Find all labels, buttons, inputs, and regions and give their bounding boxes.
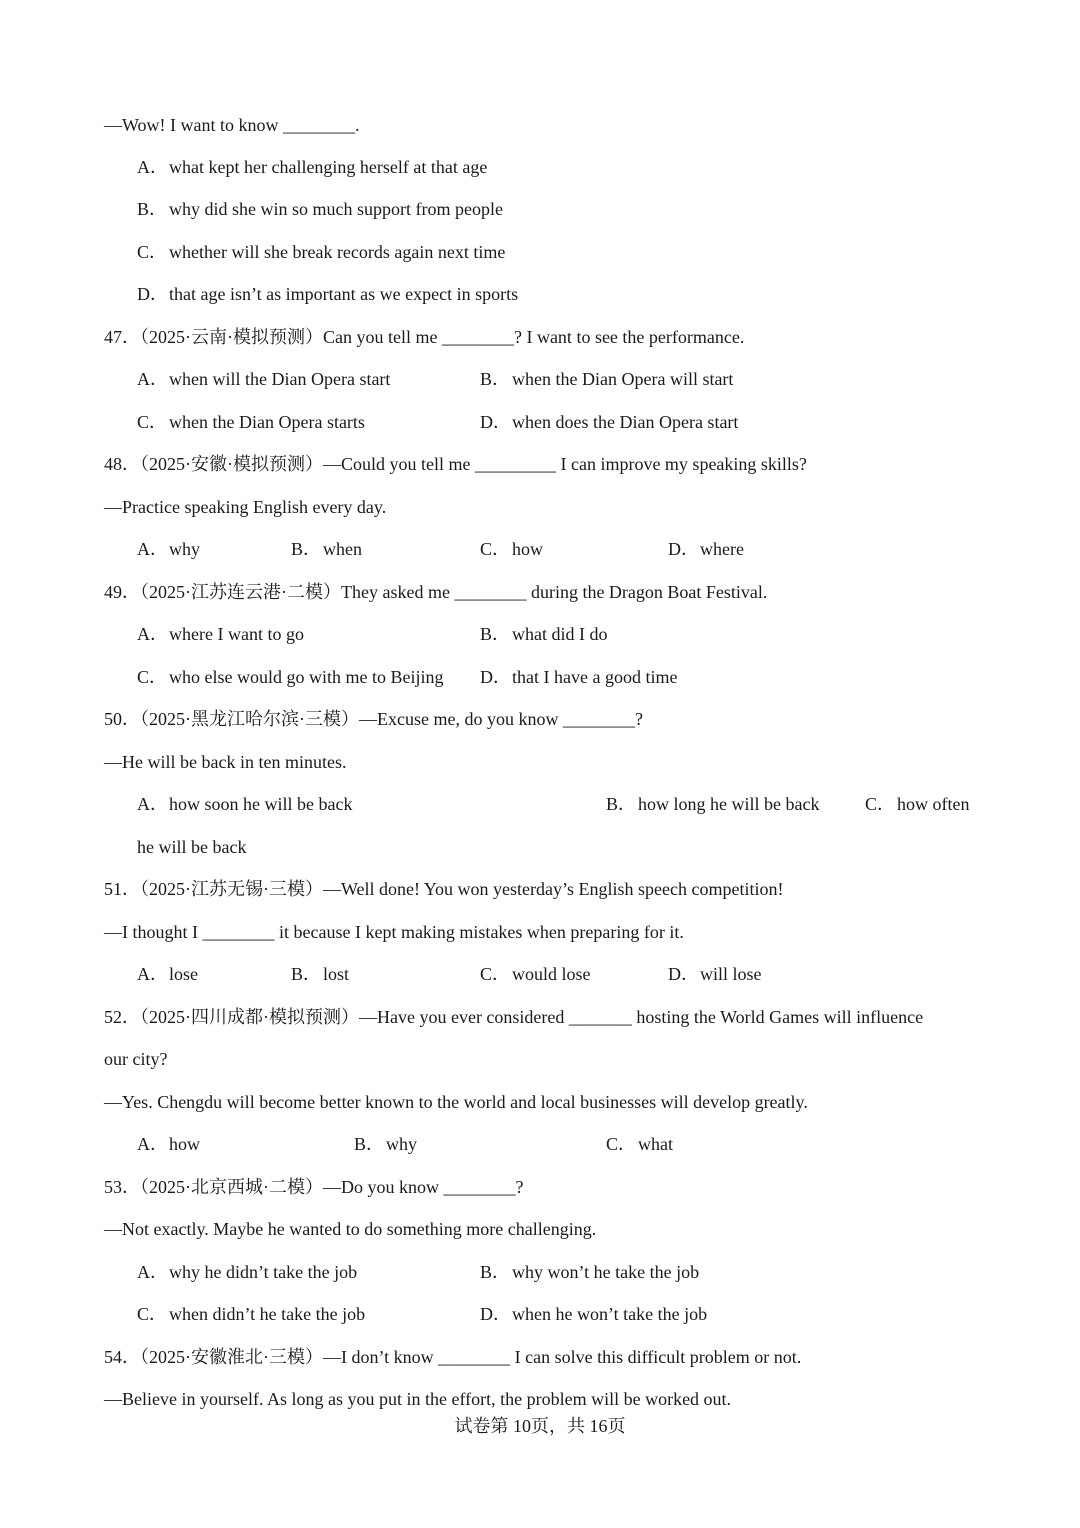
q47-option-d: D．when does the Dian Opera start: [480, 412, 739, 432]
q48-option-a: A．why: [137, 539, 200, 559]
q54-text: （2025·安徽淮北·三模）—I don’t know ________ I can solve this difficult problem or not.: [140, 1347, 802, 1367]
q47-option-c: C． when the Dian Opera starts: [137, 412, 365, 432]
q49-option-a: A．where I want to go: [137, 624, 304, 644]
q49-option-c: C． who else would go with me to Beijing: [137, 667, 444, 687]
q50-text: （2025·黑龙江哈尔滨·三模）—Excuse me, do you know ________?: [140, 709, 643, 729]
q49-option-d: D．that I have a good time: [480, 667, 678, 687]
q53-option-d: D．when he won’t take the job: [480, 1304, 708, 1324]
q51-option-d: D．will lose: [668, 964, 762, 984]
q54-question: [104, 1346, 801, 1368]
q46-option-c: C． whether will she break records again next time: [137, 242, 506, 262]
q53-number: 53．: [104, 1177, 140, 1197]
q48-option-c: C． how: [480, 539, 543, 559]
q47-number: 47．: [104, 327, 140, 347]
q51-option-b: B． lost: [291, 964, 350, 984]
q51-option-c: C． would lose: [480, 964, 591, 984]
q49-question: [104, 581, 767, 603]
q52-option-c: C． what: [606, 1134, 673, 1154]
q51-number: 51．: [104, 879, 140, 899]
page-footer: 试卷第 10页，共 16页: [454, 1416, 626, 1436]
q53-question: [104, 1176, 523, 1198]
q47-question: [104, 326, 744, 348]
q51-text: （2025·江苏无锡·三模）—Well done! You won yesterday’s English speech competition!: [140, 879, 784, 899]
q54-reply: —Believe in yourself. As long as you put in the effort, the problem will be worked out.: [104, 1389, 732, 1409]
q52-question: [104, 1006, 923, 1028]
q50-question: [104, 708, 643, 730]
q46-option-b: B． why did she win so much support from people: [137, 199, 503, 219]
q51-option-a: A．lose: [137, 964, 198, 984]
q48-number: 48．: [104, 454, 140, 474]
q47-option-a: A．when will the Dian Opera start: [137, 369, 391, 389]
q47-option-b: B． when the Dian Opera will start: [480, 369, 734, 389]
q52-option-b: B． why: [354, 1134, 417, 1154]
q48-reply: —Practice speaking English every day.: [104, 497, 387, 517]
q53-reply: —Not exactly. Maybe he wanted to do something more challenging.: [104, 1219, 597, 1239]
q52-number: 52．: [104, 1007, 140, 1027]
q48-text: （2025·安徽·模拟预测）—Could you tell me _________ I can improve my speaking skills?: [140, 454, 807, 474]
q50-option-a: A．how soon he will be back: [137, 794, 353, 814]
q50-number: 50．: [104, 709, 140, 729]
q49-text: （2025·江苏连云港·二模）They asked me ________ during the Dragon Boat Festival.: [140, 582, 768, 602]
q53-text: （2025·北京西城·二模）—Do you know ________?: [140, 1177, 524, 1197]
q51-question: [104, 878, 783, 900]
q52-option-a: A．how: [137, 1134, 200, 1154]
q47-text: （2025·云南·模拟预测）Can you tell me ________? I want to see the performance.: [140, 327, 745, 347]
q46-option-d: D．that age isn’t as important as we expect in sports: [137, 284, 519, 304]
q48-question: [104, 453, 807, 475]
q53-option-c: C． when didn’t he take the job: [137, 1304, 366, 1324]
q48-option-b: B． when: [291, 539, 362, 559]
q49-number: 49．: [104, 582, 140, 602]
q48-option-d: D．where: [668, 539, 744, 559]
q50-reply: —He will be back in ten minutes.: [104, 752, 347, 772]
q49-option-b: B． what did I do: [480, 624, 608, 644]
q50-option-c-wrap: he will be back: [137, 837, 247, 857]
q46-reply: —Wow! I want to know ________.: [104, 115, 360, 135]
q50-option-c: C． how often: [865, 794, 970, 814]
q51-reply: —I thought I ________ it because I kept making mistakes when preparing for it.: [104, 922, 684, 942]
q53-option-b: B． why won’t he take the job: [480, 1262, 700, 1282]
q52-reply: —Yes. Chengdu will become better known to the world and local businesses will develop greatly.: [104, 1092, 808, 1112]
q46-option-a: A．what kept her challenging herself at that age: [137, 157, 488, 177]
q52-text: （2025·四川成都·模拟预测）—Have you ever considered _______ hosting the World Games will influence: [140, 1007, 924, 1027]
q52-question-cont: our city?: [104, 1049, 168, 1069]
q54-number: 54．: [104, 1347, 140, 1367]
q50-option-b: B． how long he will be back: [606, 794, 820, 814]
q53-option-a: A．why he didn’t take the job: [137, 1262, 358, 1282]
